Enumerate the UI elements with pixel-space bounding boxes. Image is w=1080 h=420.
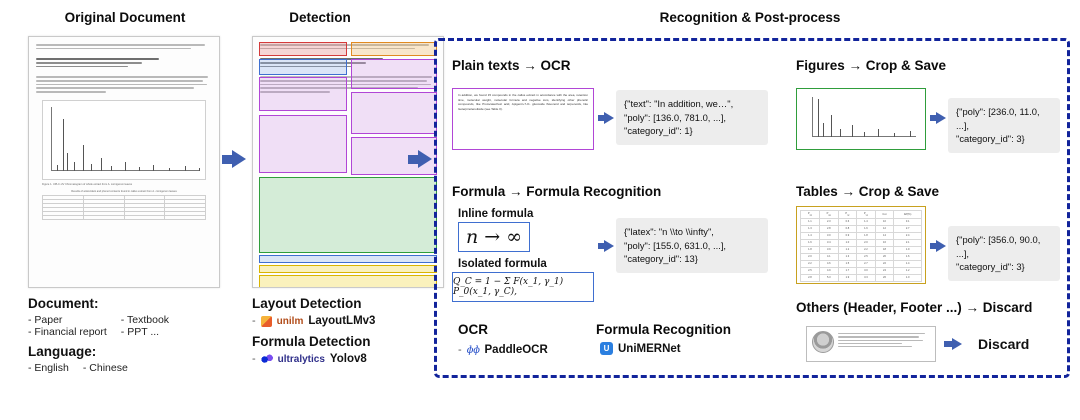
ultralytics-label: ultralytics xyxy=(277,353,325,365)
detection-box-text-3 xyxy=(351,92,437,134)
ocr-tool-heading: OCR xyxy=(458,322,488,337)
unimernet-label: UniMERNet xyxy=(618,342,681,355)
plain-text-section-title: Plain texts → OCR xyxy=(452,58,571,73)
avatar xyxy=(812,331,834,353)
detection-box-header xyxy=(259,42,347,56)
detection-box-text-1 xyxy=(259,77,347,111)
arrow-formula-to-json xyxy=(598,240,614,252)
arrow-figure-to-json xyxy=(930,112,946,124)
formula-json-line-1: {"latex": "n \\to \\infty", xyxy=(624,226,714,237)
original-document-page xyxy=(28,36,220,288)
detection-box-text-4 xyxy=(259,115,347,173)
formula-json-line-2: "poly": [155.0, 631.0, ...], xyxy=(624,239,727,251)
others-section-title: Others (Header, Footer ...) → Discard xyxy=(796,300,1033,315)
document-categories xyxy=(28,296,228,374)
formula-tool-row xyxy=(600,342,681,355)
arrow-others-to-discard xyxy=(944,338,962,350)
unilm-label: unilm xyxy=(276,315,304,327)
document-item-ppt: - PPT ... xyxy=(120,326,160,338)
formula-json xyxy=(616,218,768,273)
table-caption: Results of antioxidant and phenol contents found in callus extract from A. cornigerum leaves xyxy=(71,189,177,193)
tables-json xyxy=(948,226,1060,281)
isolated-formula-label: Isolated formula xyxy=(458,258,547,270)
layoutlmv3-label: LayoutLMv3 xyxy=(308,315,376,327)
detection-box-header-right xyxy=(351,42,437,56)
figures-section-title: Figures → Crop & Save xyxy=(796,58,947,73)
detection-box-figure-caption xyxy=(259,255,437,263)
formula-section-title: Formula → Formula Recognition xyxy=(452,184,662,199)
plain-text-snippet xyxy=(452,88,594,150)
column-title-original: Original Document xyxy=(64,10,186,25)
detection-box-table-caption xyxy=(259,265,437,273)
ultralytics-logo-icon xyxy=(261,354,273,365)
tables-section-title: Tables → Crop & Save xyxy=(796,184,940,199)
inline-formula-value: n → ∞ xyxy=(465,226,523,248)
tables-json-line-2: "category_id": 3} xyxy=(956,261,1025,273)
table-crop-thumbnail: $P_{qq}$ $P_{gg}$ $P_{q\gamma}$ $P_{\gamma q}$ Cut ΔP(%) 1.1 2.3 0.6 1.4 10 3.1 1.3 2.8 0.8 1.6 12 2.7 1.4 3.0 0.9 1.8 14 2.4 1.6 3.4 1.0 2.0 16 2.1 1.8 3.9 1.2 2.2 18 1.9 2.0 4.1 1.3 2.5 20 1.6 2.2 4.6 1.5 2.7 22 1.4 2.5 4.9 1.7 3.0 24 1.2 2.8 5.3 1.9 3.3 26 1.0 xyxy=(796,206,926,284)
isolated-formula-value: Q_C = 1 − Σ F(x_1, γ_1) P_0(x_1, γ_C), xyxy=(453,277,564,297)
isolated-formula-box xyxy=(452,272,594,302)
header-footer-thumbnail xyxy=(806,326,936,362)
plain-text-snippet-body: In addition, we found 15 compounds in the callus extract in accordance with the area, retention time, molecular weight, molecular formula and negative ions, identifying other phenolic compounds, like Protocatechuic acid, Apigenin-7-O- glucoside flavonoid and terpenoids, like Isoterpinolenoliside (see Table II). xyxy=(458,93,588,111)
language-item-english: - English xyxy=(28,362,69,374)
unilm-logo-icon xyxy=(261,316,272,327)
document-item-financial-report: - Financial report xyxy=(28,326,107,338)
inline-formula-box xyxy=(458,222,530,252)
arrow-original-to-detection xyxy=(222,150,246,168)
yolov8-label: Yolov8 xyxy=(329,353,367,365)
figures-json-line-2: "category_id": 3} xyxy=(956,133,1025,145)
figure-crop-thumbnail xyxy=(796,88,926,150)
arrow-text-to-json xyxy=(598,112,614,124)
paddleocr-label: PaddleOCR xyxy=(484,344,548,356)
layout-detection-heading: Layout Detection xyxy=(252,296,362,311)
detection-box-title xyxy=(259,59,347,75)
column-title-recognition: Recognition & Post-process xyxy=(659,10,841,25)
language-category-heading: Language: xyxy=(28,344,97,359)
detection-box-figure xyxy=(259,177,437,253)
figure-caption: Figure 1. UPLC-UV Chromatogram of whole extract from A. cornigerum leaves xyxy=(42,182,133,186)
document-item-textbook: - Textbook xyxy=(120,314,170,326)
plain-text-json-line-3: "category_id": 1} xyxy=(624,125,693,137)
document-item-paper: - Paper xyxy=(28,314,63,326)
formula-tool-heading: Formula Recognition xyxy=(596,322,731,337)
arrow-table-to-json xyxy=(930,240,946,252)
detection-box-text-2 xyxy=(351,59,437,89)
figures-json-line-1: {"poly": [236.0, 11.0, ...], xyxy=(956,106,1040,131)
figures-json xyxy=(948,98,1060,153)
plain-text-json-line-2: "poly": [136.0, 781.0, ...], xyxy=(624,111,727,123)
plain-text-json xyxy=(616,90,768,145)
inline-formula-label: Inline formula xyxy=(458,208,534,220)
unimernet-logo-icon: U xyxy=(600,342,613,355)
paddle-logo-icon: ɸɸ xyxy=(466,344,480,356)
detection-box-table xyxy=(259,275,437,288)
language-item-chinese: - Chinese xyxy=(82,362,128,374)
tables-json-line-1: {"poly": [356.0, 90.0, ...], xyxy=(956,234,1041,259)
detection-tools: Layout Detection - unilm LayoutLMv3 Formula Detection - ultralytics Yolov8 xyxy=(252,296,442,365)
discard-label: Discard xyxy=(978,336,1030,352)
formula-detection-heading: Formula Detection xyxy=(252,334,371,349)
document-category-heading: Document: xyxy=(28,296,99,311)
column-title-detection: Detection xyxy=(289,10,351,25)
arrow-detection-to-recognition xyxy=(408,150,432,168)
formula-json-line-3: "category_id": 13} xyxy=(624,253,698,265)
plain-text-json-line-1: {"text": "In addition, we…", xyxy=(624,98,734,109)
ocr-tool-row: - ɸɸ PaddleOCR xyxy=(458,344,548,356)
